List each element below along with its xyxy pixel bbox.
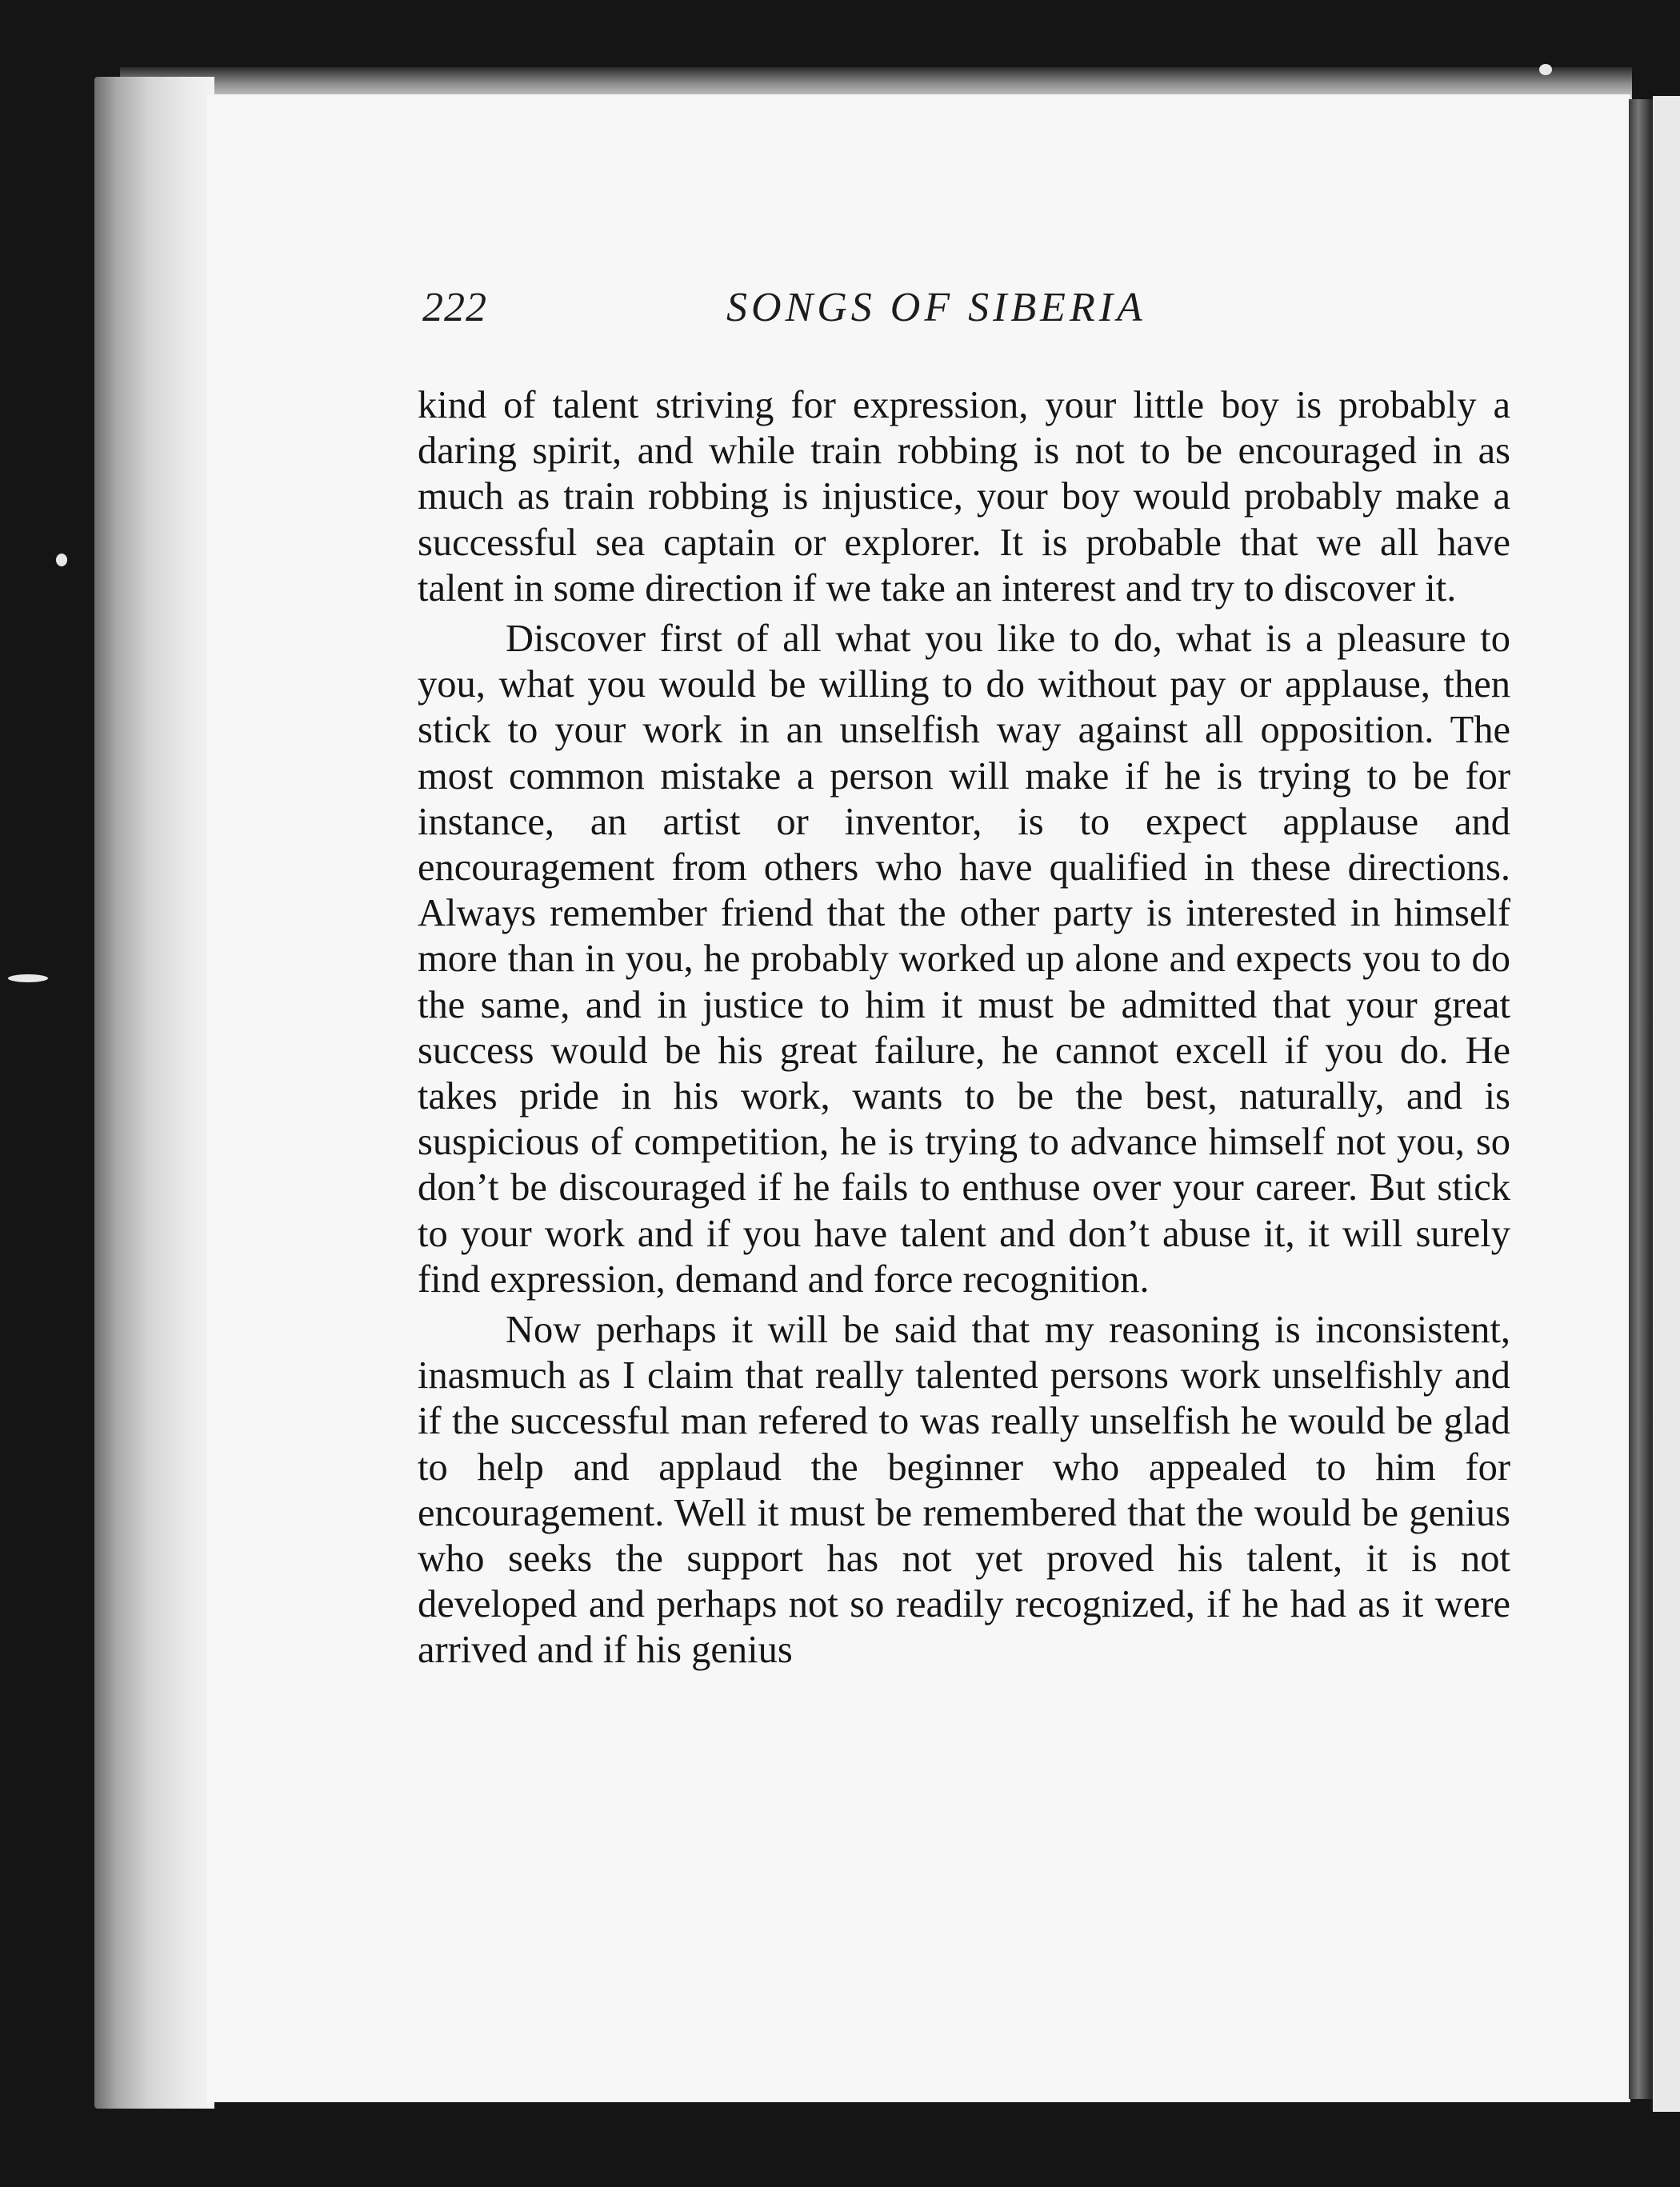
paragraph-continued: kind of talent striving for expression, your little boy is probably a daring spirit, and while train robbing is not to be encouraged in as much as train robbing is injustice, your boy would probably make a successful sea captain or explorer. It is probable that we all have talent in some direction if we take an interest and try to discover it. xyxy=(418,384,1510,610)
running-header xyxy=(422,284,1510,340)
page-stack-edge xyxy=(94,77,214,2109)
body-text xyxy=(418,382,1510,1673)
running-title: SONGS OF SIBERIA xyxy=(726,285,1146,330)
paragraph: Now perhaps it will be said that my reasoning is inconsistent, inasmuch as I claim that really talented persons work unselfishly and if the successful man refered to was really unselfish he would be glad to help and applaud the beginner who appealed to him for encouragement. Well it must be remembered that the would be genius who seeks the support has not yet proved his talent, it is not developed and perhaps not so readily recognized, if he had as it were arrived and if his genius xyxy=(418,1309,1510,1672)
facing-page-edge xyxy=(1653,96,1680,2112)
paragraph: Discover first of all what you like to do, what is a pleasure to you, what you would be willing to do without pay or applause, then stick to your work in an unselfish way against all opposition. The most common mistake a person will make if he is trying to be for instance, an artist or inventor, is to expect applause and encouragement from others who have qualified in these directions. Always remember friend that the other party is interested in himself more than in you, he probably worked up alone and expects you to do the same, and in justice to him it must be admitted that your great success would be his great failure, he cannot excell if you do. He takes pride in his work, wants to be the best, naturally, and is suspicious of competition, he is trying to advance himself not you, so don’t be discouraged if he fails to enthuse over your career. But stick to your work and if you have talent and don’t abuse it, it will surely find expression, demand and force recognition. xyxy=(418,618,1510,1301)
dust-speck xyxy=(1539,64,1552,75)
book-gutter-shadow xyxy=(1629,99,1653,2099)
dust-speck xyxy=(56,554,67,566)
dust-speck xyxy=(8,974,48,982)
page-number: 222 xyxy=(422,285,487,330)
